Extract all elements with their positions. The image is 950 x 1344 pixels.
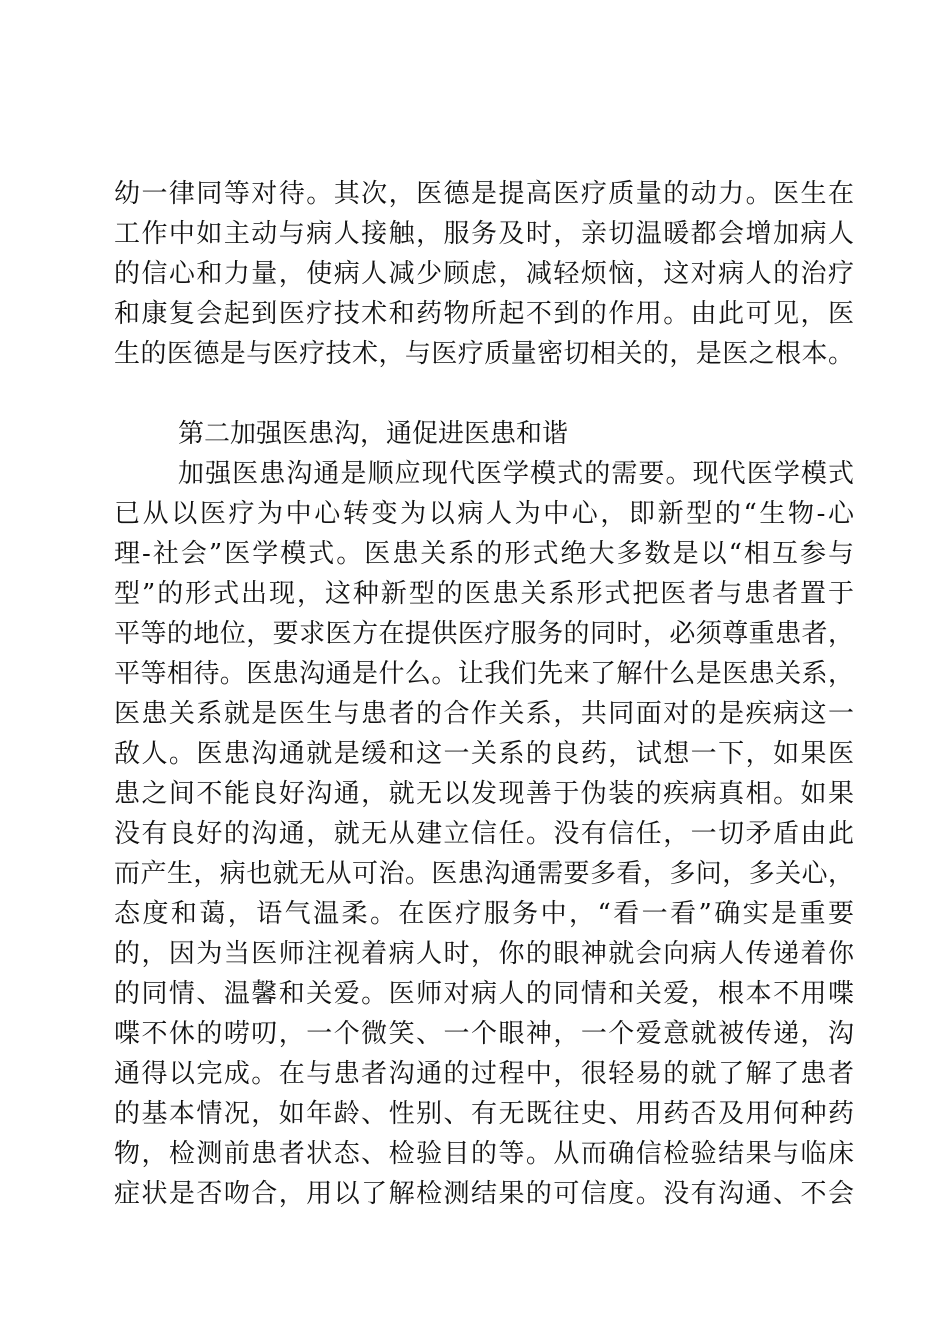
paragraph-2-line: 型”的形式出现，这种新型的医患关系形式把医者与患者置于 [114,579,854,609]
paragraph-2-line: 敌人。医患沟通就是缓和这一关系的良药，试想一下，如果医 [114,739,854,769]
paragraph-1-line: 工作中如主动与病人接触，服务及时，亲切温暖都会增加病人 [114,219,854,249]
paragraph-2-line: 态度和蔼，语气温柔。在医疗服务中，“看一看”确实是重要 [114,899,854,929]
paragraph-2-line: 理-社会”医学模式。医患关系的形式绝大多数是以“相互参与 [114,539,854,569]
paragraph-2-line: 物，检测前患者状态、检验目的等。从而确信检验结果与临床 [114,1139,854,1169]
paragraph-1-line: 生的医德是与医疗技术，与医疗质量密切相关的，是医之根本。 [114,339,854,369]
paragraph-2-line: 的基本情况，如年龄、性别、有无既往史、用药否及用何种药 [114,1099,854,1129]
paragraph-2-line: 症状是否吻合，用以了解检测结果的可信度。没有沟通、不会 [114,1179,854,1209]
paragraph-1-line: 和康复会起到医疗技术和药物所起不到的作用。由此可见，医 [114,299,854,329]
paragraph-2-line: 医患关系就是医生与患者的合作关系，共同面对的是疾病这一 [114,699,854,729]
paragraph-2-line: 加强医患沟通是顺应现代医学模式的需要。现代医学模式 [178,459,854,489]
paragraph-2-line: 患之间不能良好沟通，就无以发现善于伪装的疾病真相。如果 [114,779,854,809]
section-heading: 第二加强医患沟，通促进医患和谐 [178,419,569,449]
paragraph-2-line: 而产生，病也就无从可治。医患沟通需要多看，多问，多关心， [114,859,854,889]
paragraph-2-line: 喋不休的唠叨，一个微笑、一个眼神，一个爱意就被传递，沟 [114,1019,854,1049]
paragraph-2-line: 已从以医疗为中心转变为以病人为中心，即新型的“生物-心 [114,499,854,529]
paragraph-1-line: 的信心和力量，使病人减少顾虑，减轻烦恼，这对病人的治疗 [114,259,854,289]
paragraph-2-line: 通得以完成。在与患者沟通的过程中，很轻易的就了解了患者 [114,1059,854,1089]
paragraph-2-line: 平等相待。医患沟通是什么。让我们先来了解什么是医患关系， [114,659,854,689]
paragraph-2-line: 平等的地位，要求医方在提供医疗服务的同时，必须尊重患者， [114,619,854,649]
paragraph-2-line: 的同情、温馨和关爱。医师对病人的同情和关爱，根本不用喋 [114,979,854,1009]
paragraph-1-line: 幼一律同等对待。其次，医德是提高医疗质量的动力。医生在 [114,179,854,209]
paragraph-2-line: 没有良好的沟通，就无从建立信任。没有信任，一切矛盾由此 [114,819,854,849]
paragraph-2-line: 的，因为当医师注视着病人时，你的眼神就会向病人传递着你 [114,939,854,969]
